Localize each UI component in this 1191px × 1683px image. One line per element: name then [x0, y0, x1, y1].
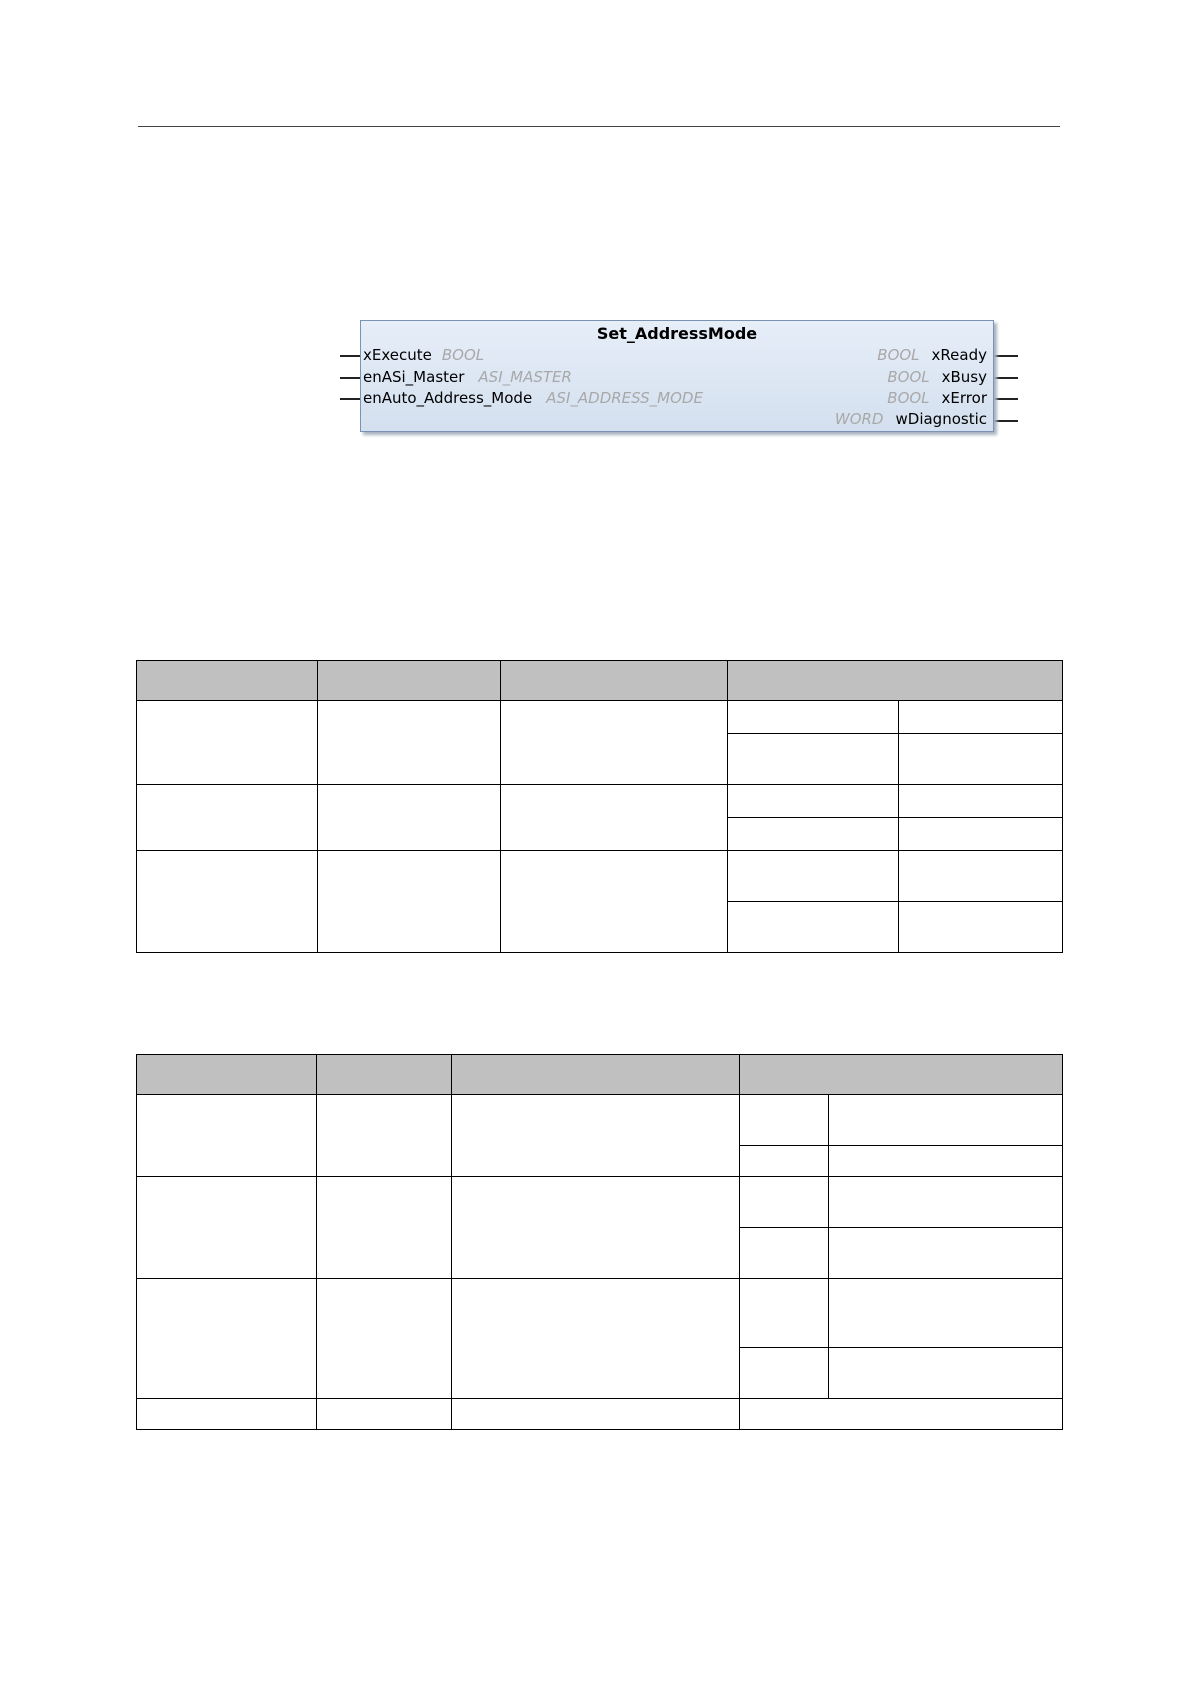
table-cell — [829, 1095, 1063, 1146]
table-cell — [740, 1279, 829, 1348]
table-row — [137, 1095, 1063, 1146]
header-rule — [138, 126, 1060, 127]
table-cell — [740, 1348, 829, 1399]
table-cell — [740, 1399, 1063, 1430]
table-cell — [137, 1177, 317, 1279]
table-cell — [317, 1279, 452, 1399]
pin-type: BOOL — [887, 368, 930, 386]
table-row — [137, 1177, 1063, 1228]
output-wire — [992, 420, 1018, 422]
table-cell — [740, 1177, 829, 1228]
input-wire — [340, 398, 362, 400]
input-pin-xexecute — [363, 346, 484, 364]
pin-name: wDiagnostic — [895, 410, 987, 428]
function-block — [360, 320, 994, 432]
table-cell — [318, 701, 501, 785]
table-cell — [137, 1095, 317, 1177]
table-cell — [740, 1146, 829, 1177]
table-header-row — [137, 1055, 1063, 1095]
table-row — [137, 1399, 1063, 1430]
table-cell — [740, 1095, 829, 1146]
table-cell — [137, 701, 318, 785]
header-cell — [501, 661, 728, 701]
table-cell — [728, 851, 899, 902]
table-cell — [899, 734, 1063, 785]
pin-name: enASi_Master — [363, 368, 465, 386]
table-header-row — [137, 661, 1063, 701]
header-cell — [137, 1055, 317, 1095]
pin-type: BOOL — [887, 389, 930, 407]
output-pin-xerror — [887, 389, 987, 407]
header-cell — [137, 661, 318, 701]
pin-type: BOOL — [877, 346, 920, 364]
table-cell — [452, 1095, 740, 1177]
input-wire — [340, 355, 362, 357]
output-wire — [992, 398, 1018, 400]
input-pin-enasi-master — [363, 368, 572, 386]
table-cell — [728, 785, 899, 818]
header-cell — [740, 1055, 1063, 1095]
table-cell — [317, 1399, 452, 1430]
table-cell — [317, 1177, 452, 1279]
table-cell — [318, 851, 501, 953]
table-cell — [501, 785, 728, 851]
pin-name: xReady — [931, 346, 987, 364]
table-cell — [728, 902, 899, 953]
table-cell — [137, 1279, 317, 1399]
header-cell — [317, 1055, 452, 1095]
input-parameters-table — [136, 660, 1063, 953]
table-cell — [501, 701, 728, 785]
table-cell — [740, 1228, 829, 1279]
table-cell — [728, 818, 899, 851]
output-pin-xbusy — [887, 368, 987, 386]
pin-type: ASI_ADDRESS_MODE — [546, 389, 703, 407]
table-cell — [317, 1095, 452, 1177]
pin-type: ASI_MASTER — [478, 368, 572, 386]
table-row — [137, 701, 1063, 734]
pin-type: WORD — [834, 410, 884, 428]
table-cell — [899, 902, 1063, 953]
pin-name: xBusy — [941, 368, 987, 386]
input-pin-enauto-address-mode — [363, 389, 703, 407]
output-parameters-table — [136, 1054, 1063, 1430]
table-cell — [829, 1279, 1063, 1348]
table-cell — [137, 851, 318, 953]
header-cell — [728, 661, 1063, 701]
table-cell — [452, 1177, 740, 1279]
table-cell — [137, 1399, 317, 1430]
pin-name: enAuto_Address_Mode — [363, 389, 533, 407]
table-cell — [137, 785, 318, 851]
table-cell — [829, 1146, 1063, 1177]
output-wire — [992, 377, 1018, 379]
table-cell — [829, 1177, 1063, 1228]
table-cell — [829, 1348, 1063, 1399]
table-cell — [899, 785, 1063, 818]
header-cell — [318, 661, 501, 701]
table-row — [137, 1279, 1063, 1348]
table-cell — [829, 1228, 1063, 1279]
input-wire — [340, 377, 362, 379]
table-cell — [899, 818, 1063, 851]
table-cell — [501, 851, 728, 953]
table-cell — [899, 851, 1063, 902]
output-pin-xready — [877, 346, 987, 364]
function-block-title: Set_AddressMode — [596, 324, 758, 343]
pin-name: xExecute — [363, 346, 432, 364]
table-row — [137, 785, 1063, 818]
table-row — [137, 851, 1063, 902]
output-wire — [992, 355, 1018, 357]
pin-name: xError — [941, 389, 987, 407]
table-cell — [452, 1279, 740, 1399]
table-cell — [728, 734, 899, 785]
table-cell — [728, 701, 899, 734]
output-pin-wdiagnostic — [835, 410, 987, 428]
table-cell — [452, 1399, 740, 1430]
header-cell — [452, 1055, 740, 1095]
table-cell — [899, 701, 1063, 734]
pin-type: BOOL — [441, 346, 485, 364]
table-cell — [318, 785, 501, 851]
